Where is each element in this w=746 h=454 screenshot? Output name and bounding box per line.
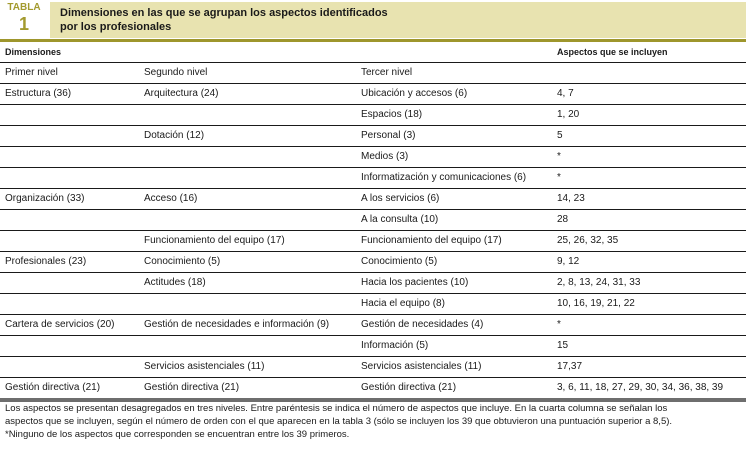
cell-primer (0, 273, 138, 294)
table-row (0, 315, 746, 336)
cell-segundo: Gestión de necesidades e información (9) (138, 315, 355, 336)
column-header-aspectos (551, 63, 746, 84)
cell-primer: Gestión directiva (21) (0, 378, 138, 401)
cell-primer: Organización (33) (0, 189, 138, 210)
cell-segundo: Actitudes (18) (138, 273, 355, 294)
dimensiones-header: Dimensiones (0, 42, 551, 63)
table-footnote (5, 402, 745, 441)
cell-segundo: Funcionamiento del equipo (17) (138, 231, 355, 252)
cell-primer (0, 357, 138, 378)
cell-segundo (138, 294, 355, 315)
column-header-tercer: Tercer nivel (355, 63, 551, 84)
cell-tercer: Hacia los pacientes (10) (355, 273, 551, 294)
cell-segundo (138, 105, 355, 126)
level-header-row (0, 63, 746, 84)
cell-segundo: Conocimiento (5) (138, 252, 355, 273)
title-box (50, 2, 746, 38)
cell-tercer: Información (5) (355, 336, 551, 357)
cell-segundo (138, 147, 355, 168)
cell-aspectos: 2, 8, 13, 24, 31, 33 (551, 273, 746, 294)
cell-tercer: Servicios asistenciales (11) (355, 357, 551, 378)
aspectos-header: Aspectos que se incluyen (551, 42, 746, 63)
table-body (0, 84, 746, 401)
cell-aspectos: 9, 12 (551, 252, 746, 273)
cell-aspectos: 28 (551, 210, 746, 231)
table-row (0, 273, 746, 294)
cell-primer (0, 336, 138, 357)
table-row (0, 294, 746, 315)
table-title (60, 6, 388, 34)
cell-tercer: Medios (3) (355, 147, 551, 168)
footnote-line-2: aspectos que se incluyen, según el número de orden con el que aparecen en la tabla 3 (sólo se incluyen los 39 que obtuvieron una puntuación superior a 8,5). (5, 416, 673, 427)
cell-tercer: Gestión de necesidades (4) (355, 315, 551, 336)
table-row (0, 147, 746, 168)
cell-primer (0, 168, 138, 189)
tabla-number: 1 (18, 14, 29, 34)
cell-tercer: Funcionamiento del equipo (17) (355, 231, 551, 252)
cell-aspectos: 5 (551, 126, 746, 147)
group-header-row (0, 42, 746, 63)
cell-primer (0, 231, 138, 252)
cell-segundo: Gestión directiva (21) (138, 378, 355, 401)
table-row (0, 189, 746, 210)
cell-segundo: Arquitectura (24) (138, 84, 355, 105)
footnote-line-3: *Ninguno de los aspectos que corresponden se encuentran entre los 39 primeros. (5, 429, 350, 440)
cell-segundo (138, 168, 355, 189)
dimensions-table (0, 42, 746, 402)
table-row (0, 105, 746, 126)
cell-tercer: Gestión directiva (21) (355, 378, 551, 401)
table-row (0, 378, 746, 401)
cell-segundo (138, 336, 355, 357)
cell-primer (0, 105, 138, 126)
cell-aspectos: 25, 26, 32, 35 (551, 231, 746, 252)
table-header (0, 0, 746, 42)
cell-primer (0, 147, 138, 168)
table-row (0, 336, 746, 357)
cell-primer (0, 210, 138, 231)
table-row (0, 168, 746, 189)
cell-primer: Profesionales (23) (0, 252, 138, 273)
cell-segundo: Acceso (16) (138, 189, 355, 210)
cell-aspectos: * (551, 147, 746, 168)
table-row (0, 231, 746, 252)
footnote-line-1: Los aspectos se presentan desagregados en tres niveles. Entre paréntesis se indica el número de aspectos que incluye. En la cuarta columna se señalan los (5, 403, 668, 414)
cell-segundo: Dotación (12) (138, 126, 355, 147)
cell-tercer: A los servicios (6) (355, 189, 551, 210)
title-line-1: Dimensiones en las que se agrupan los aspectos identificados (60, 7, 388, 19)
cell-tercer: Personal (3) (355, 126, 551, 147)
cell-aspectos: 14, 23 (551, 189, 746, 210)
title-line-2: por los profesionales (60, 21, 172, 33)
cell-aspectos: 10, 16, 19, 21, 22 (551, 294, 746, 315)
table-row (0, 210, 746, 231)
column-header-primer: Primer nivel (0, 63, 138, 84)
cell-tercer: A la consulta (10) (355, 210, 551, 231)
cell-tercer: Ubicación y accesos (6) (355, 84, 551, 105)
cell-primer (0, 126, 138, 147)
cell-segundo (138, 210, 355, 231)
tabla-label: TABLA (7, 2, 41, 13)
table-row (0, 357, 746, 378)
cell-aspectos: 4, 7 (551, 84, 746, 105)
cell-segundo: Servicios asistenciales (11) (138, 357, 355, 378)
cell-tercer: Conocimiento (5) (355, 252, 551, 273)
table-row (0, 126, 746, 147)
cell-tercer: Informatización y comunicaciones (6) (355, 168, 551, 189)
cell-primer (0, 294, 138, 315)
cell-aspectos: * (551, 168, 746, 189)
cell-primer: Estructura (36) (0, 84, 138, 105)
cell-primer: Cartera de servicios (20) (0, 315, 138, 336)
cell-tercer: Hacia el equipo (8) (355, 294, 551, 315)
cell-tercer: Espacios (18) (355, 105, 551, 126)
cell-aspectos: 3, 6, 11, 18, 27, 29, 30, 34, 36, 38, 39 (551, 378, 746, 401)
table-row (0, 252, 746, 273)
cell-aspectos: * (551, 315, 746, 336)
cell-aspectos: 1, 20 (551, 105, 746, 126)
table-row (0, 84, 746, 105)
cell-aspectos: 17,37 (551, 357, 746, 378)
column-header-segundo: Segundo nivel (138, 63, 355, 84)
cell-aspectos: 15 (551, 336, 746, 357)
